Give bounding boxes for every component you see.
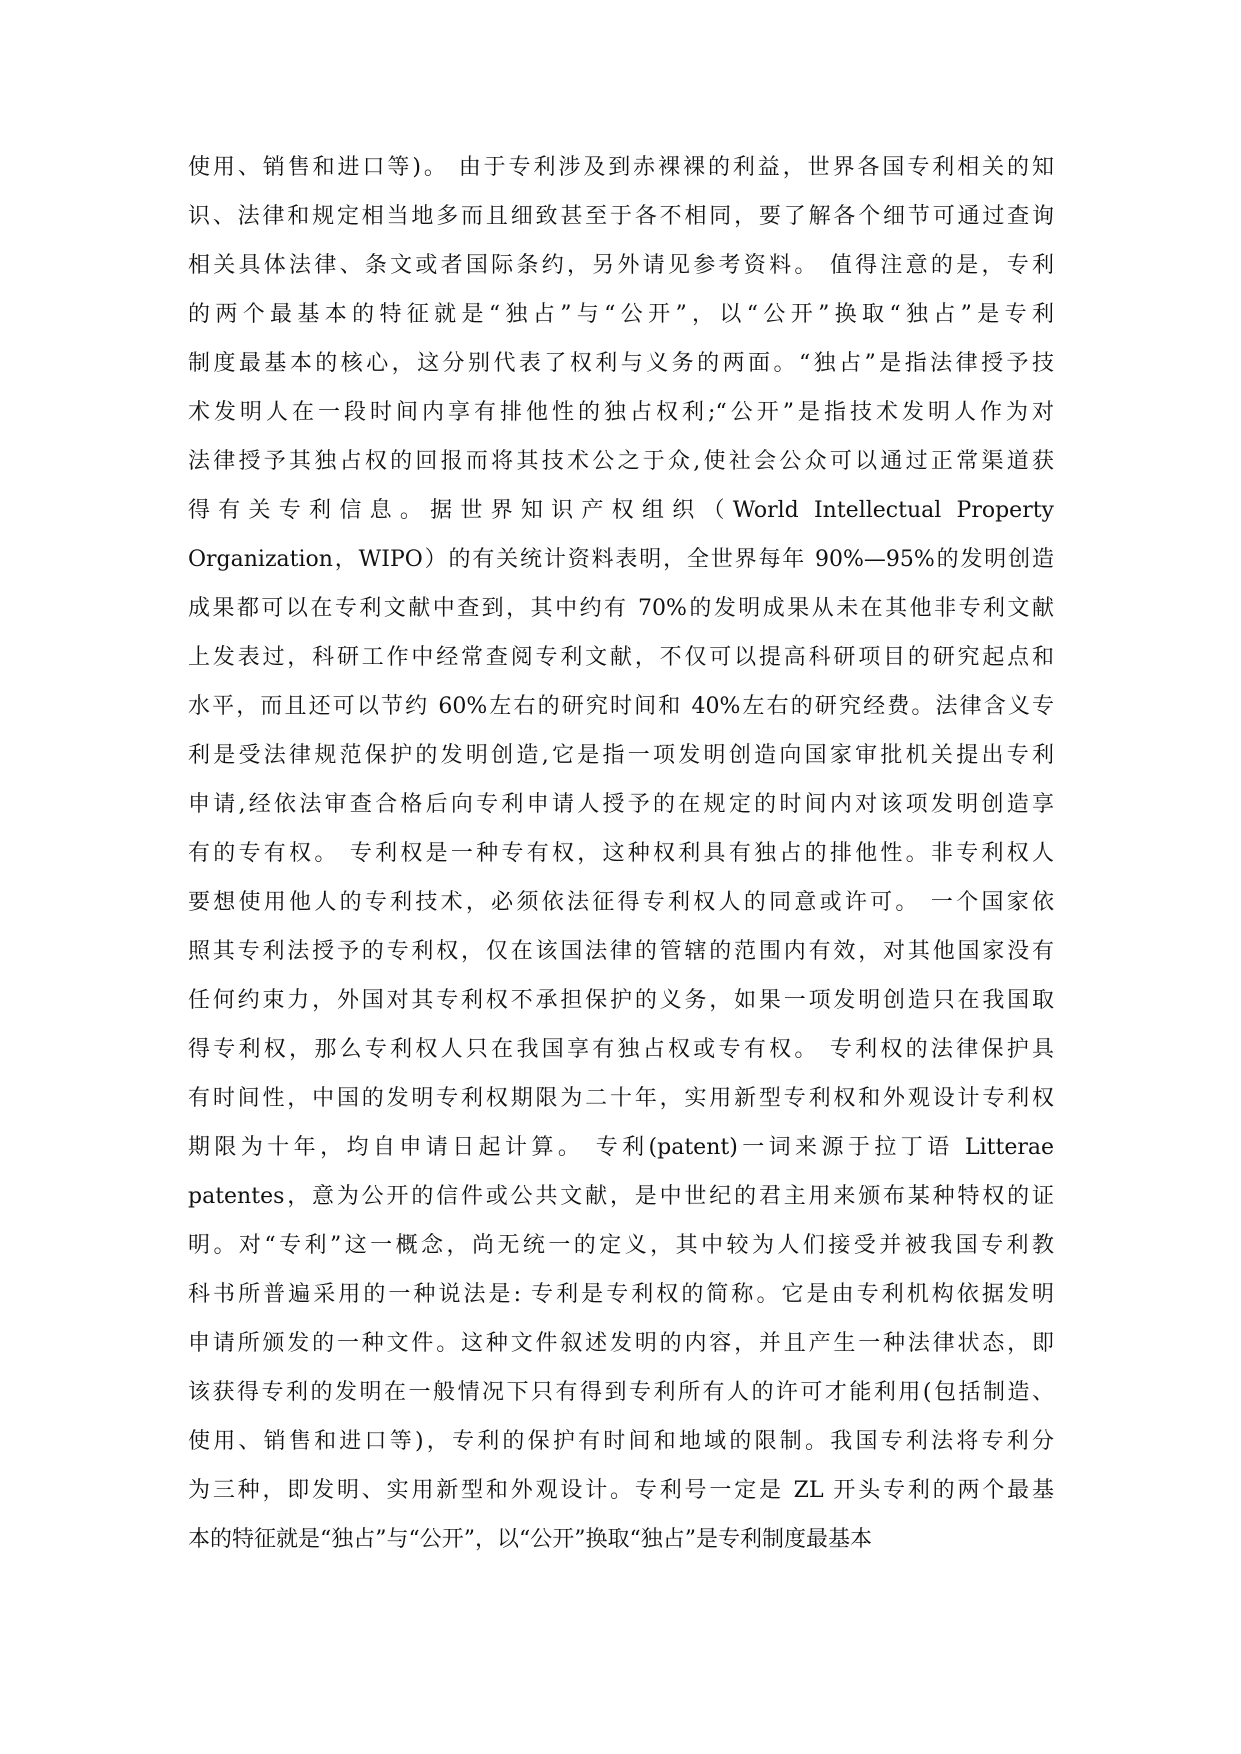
- text-line: 的两个最基本的特征就是“独占”与“公开”，以“公开”换取“独占”是专利: [188, 302, 1054, 327]
- text-line: 使用、销售和进口等)，专利的保护有时间和地域的限制。我国专利法将专利分: [188, 1429, 1054, 1454]
- body-text: [188, 143, 1054, 1564]
- text-line: 相关具体法律、条文或者国际条约，另外请见参考资料。 值得注意的是，专利: [188, 253, 1054, 278]
- text-line: 术发明人在一段时间内享有排他性的独占权利;“公开”是指技术发明人作为对: [188, 400, 1054, 425]
- text-line: Organization，WIPO）的有关统计资料表明，全世界每年 90%—95%的发明创造: [188, 547, 1054, 572]
- text-line: 有的专有权。 专利权是一种专有权，这种权利具有独占的排他性。非专利权人: [188, 841, 1054, 866]
- text-line: 期限为十年，均自申请日起计算。 专利(patent)一词来源于拉丁语 Litterae: [188, 1135, 1054, 1160]
- text-line: 使用、销售和进口等)。 由于专利涉及到赤裸裸的利益，世界各国专利相关的知: [188, 155, 1054, 180]
- text-line: 得有关专利信息。据世界知识产权组织（World Intellectual Property: [188, 498, 1054, 523]
- text-line: 要想使用他人的专利技术，必须依法征得专利权人的同意或许可。 一个国家依: [188, 890, 1054, 915]
- text-line: 水平，而且还可以节约 60%左右的研究时间和 40%左右的研究经费。法律含义专: [188, 694, 1054, 719]
- text-line: 本的特征就是“独占”与“公开”，以“公开”换取“独占”是专利制度最基本: [188, 1527, 872, 1552]
- text-line: 任何约束力，外国对其专利权不承担保护的义务，如果一项发明创造只在我国取: [188, 988, 1054, 1013]
- text-line: 该获得专利的发明在一般情况下只有得到专利所有人的许可才能利用(包括制造、: [188, 1380, 1054, 1405]
- text-line: 识、法律和规定相当地多而且细致甚至于各不相同，要了解各个细节可通过查询: [188, 204, 1054, 229]
- text-line: 得专利权，那么专利权人只在我国享有独占权或专有权。 专利权的法律保护具: [188, 1037, 1054, 1062]
- text-line: 制度最基本的核心，这分别代表了权利与义务的两面。“独占”是指法律授予技: [188, 351, 1054, 376]
- text-line: 上发表过，科研工作中经常查阅专利文献，不仅可以提高科研项目的研究起点和: [188, 645, 1054, 670]
- text-line: 利是受法律规范保护的发明创造,它是指一项发明创造向国家审批机关提出专利: [188, 743, 1054, 768]
- text-line: 成果都可以在专利文献中查到，其中约有 70%的发明成果从未在其他非专利文献: [188, 596, 1054, 621]
- text-line: 申请,经依法审查合格后向专利申请人授予的在规定的时间内对该项发明创造享: [188, 792, 1054, 817]
- text-line: 科书所普遍采用的一种说法是: 专利是专利权的简称。它是由专利机构依据发明: [188, 1282, 1054, 1307]
- text-line: 有时间性，中国的发明专利权期限为二十年，实用新型专利权和外观设计专利权: [188, 1086, 1054, 1111]
- text-line: 明。对“专利”这一概念，尚无统一的定义，其中较为人们接受并被我国专利教: [188, 1233, 1054, 1258]
- text-line: 申请所颁发的一种文件。这种文件叙述发明的内容，并且产生一种法律状态，即: [188, 1331, 1054, 1356]
- text-line: 法律授予其独占权的回报而将其技术公之于众,使社会公众可以通过正常渠道获: [188, 449, 1054, 474]
- text-line: patentes，意为公开的信件或公共文献，是中世纪的君主用来颁布某种特权的证: [188, 1184, 1054, 1209]
- text-line: 为三种，即发明、实用新型和外观设计。专利号一定是 ZL 开头专利的两个最基: [188, 1478, 1054, 1503]
- text-line: 照其专利法授予的专利权，仅在该国法律的管辖的范围内有效，对其他国家没有: [188, 939, 1054, 964]
